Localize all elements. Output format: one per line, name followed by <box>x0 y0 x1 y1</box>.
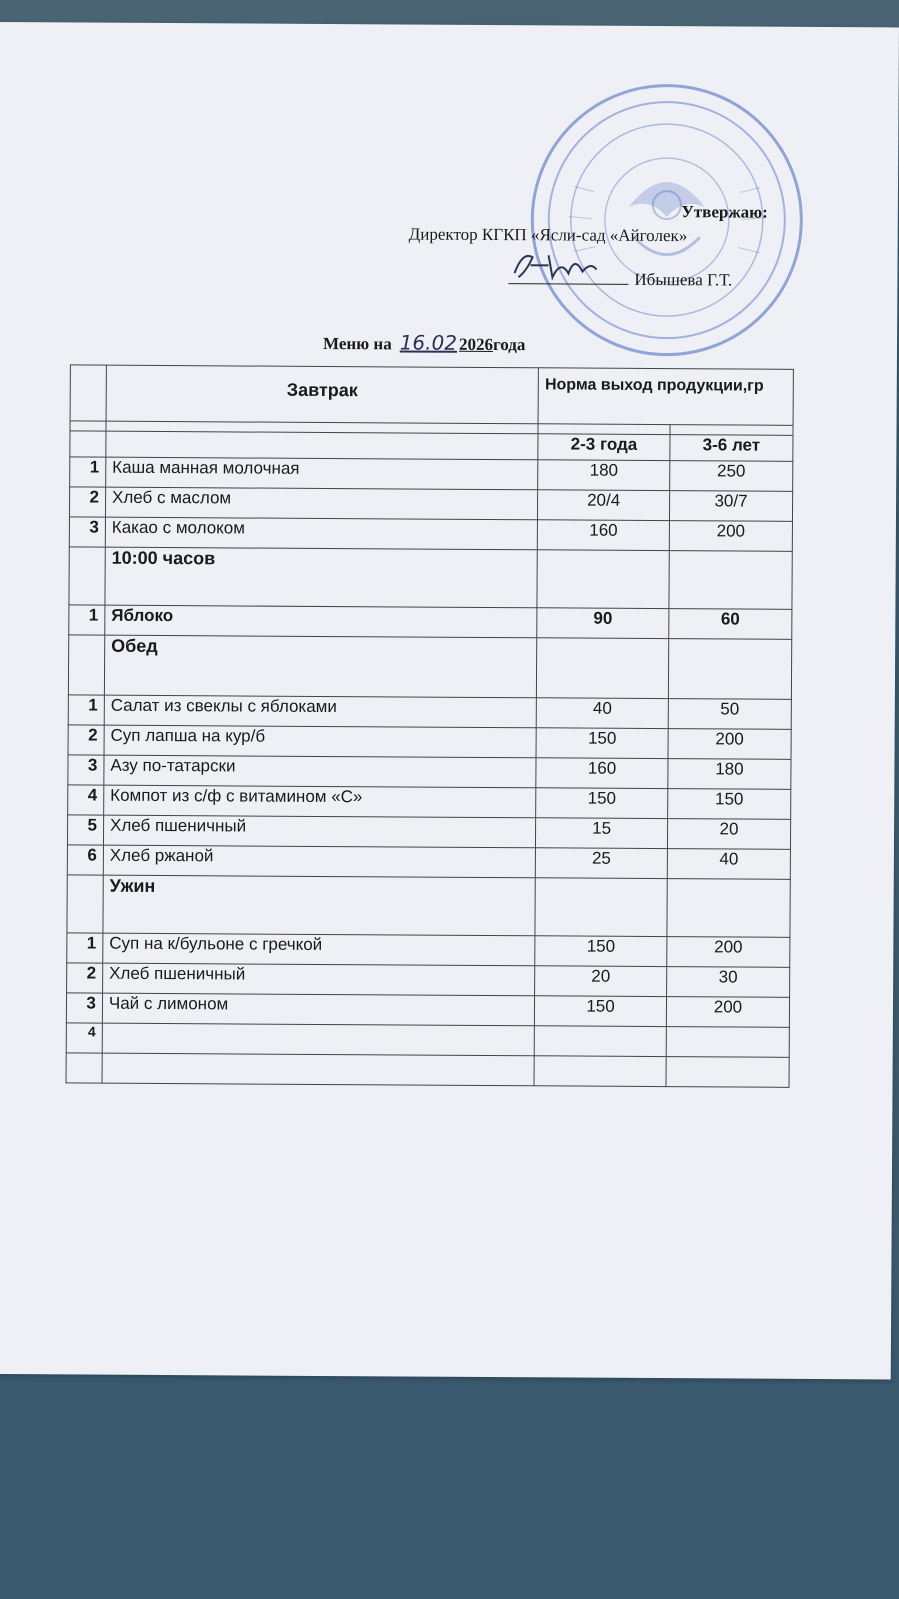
dish-name: Азу по-татарски <box>104 755 536 788</box>
background-surface <box>0 1360 899 1599</box>
table-row <box>70 457 793 491</box>
portion-2-3: 90 <box>537 608 669 639</box>
breakfast-rows <box>69 457 793 551</box>
lunch-section-row <box>68 635 791 699</box>
dinner-title: Ужин <box>103 875 536 936</box>
dish-name: Хлеб с маслом <box>105 487 537 520</box>
age-3-6: 3-6 лет <box>670 435 793 462</box>
portion-3-6: 200 <box>666 997 789 1028</box>
row-number: 6 <box>67 845 103 875</box>
dish-name: Суп лапша на кур/б <box>104 725 536 758</box>
dish-name: Суп на к/бульоне с гречкой <box>103 933 535 966</box>
row-number: 3 <box>68 755 104 785</box>
table-row <box>67 933 790 967</box>
portion-3-6: 60 <box>669 609 792 640</box>
menu-date: 16.02 <box>399 330 458 355</box>
menu-table <box>66 364 794 1087</box>
portion-3-6: 150 <box>668 789 791 820</box>
portion-3-6: 30/7 <box>669 491 792 522</box>
portion-2-3: 160 <box>537 520 669 551</box>
table-row <box>69 605 792 639</box>
dish-name: Хлеб пшеничный <box>102 963 534 996</box>
portion-2-3: 25 <box>535 848 667 879</box>
row-number: 1 <box>67 933 103 963</box>
norm-title: Норма выход продукции,гр <box>538 368 793 426</box>
lunch-title: Обед <box>104 635 537 698</box>
dinner-rows <box>66 933 790 1027</box>
snack-rows <box>69 605 792 639</box>
signature <box>508 267 628 285</box>
dinner-section-row <box>67 875 790 937</box>
table-row <box>68 725 791 759</box>
table-header-row <box>70 365 793 425</box>
dish-name: Хлеб пшеничный <box>103 815 535 848</box>
dish-name: Салат из свеклы с яблоками <box>104 695 536 728</box>
row-number: 2 <box>67 963 103 993</box>
dish-name: Какао с молоком <box>105 517 537 550</box>
row-number: 2 <box>69 487 105 517</box>
menu-year: 2026 <box>458 334 494 355</box>
portion-2-3: 160 <box>536 758 668 789</box>
menu-suffix: года <box>492 335 526 355</box>
portion-2-3: 40 <box>536 698 668 729</box>
director-line: Директор КГКП «Ясли-сад «Айголек» <box>408 224 688 246</box>
portion-3-6: 250 <box>670 461 793 492</box>
extra-row <box>66 1023 789 1057</box>
dish-name: Каша манная молочная <box>106 457 538 490</box>
dish-name: Яблоко <box>105 605 537 638</box>
portion-3-6: 200 <box>667 937 790 968</box>
table-row <box>69 487 792 521</box>
director-name: Ибышева Г.Т. <box>634 269 733 290</box>
portion-2-3: 150 <box>536 788 668 819</box>
lunch-rows <box>67 695 791 879</box>
menu-prefix: Меню на <box>322 333 392 354</box>
portion-2-3: 15 <box>536 818 668 849</box>
row-number: 1 <box>70 457 106 487</box>
portion-3-6: 30 <box>666 967 789 998</box>
dish-name: Компот из с/ф с витамином «С» <box>104 785 536 818</box>
portion-3-6: 40 <box>667 849 790 880</box>
row-number: 4 <box>68 785 104 815</box>
extra-num: 4 <box>66 1023 102 1053</box>
menu-title <box>323 330 526 355</box>
portion-2-3: 20/4 <box>538 490 670 521</box>
row-number: 2 <box>68 725 104 755</box>
portion-2-3: 20 <box>535 966 667 997</box>
dish-name: Хлеб ржаной <box>103 845 535 878</box>
portion-3-6: 50 <box>668 699 791 730</box>
age-2-3: 2-3 года <box>538 434 670 461</box>
row-number: 1 <box>69 605 105 635</box>
table-row <box>68 695 791 729</box>
signature-line <box>508 267 732 290</box>
dish-name: Чай с лимоном <box>102 993 534 1026</box>
portion-3-6: 200 <box>668 729 791 760</box>
portion-2-3: 150 <box>535 936 667 967</box>
portion-3-6: 200 <box>669 521 792 552</box>
table-row <box>67 815 790 849</box>
row-number: 5 <box>67 815 103 845</box>
breakfast-title: Завтрак <box>106 365 539 424</box>
row-number: 1 <box>68 695 104 725</box>
snack-title: 10:00 часов <box>105 547 538 608</box>
row-number: 3 <box>66 993 102 1023</box>
portion-2-3: 150 <box>536 728 668 759</box>
portion-2-3: 150 <box>535 996 667 1027</box>
menu-document <box>0 22 899 1379</box>
table-row <box>68 755 791 789</box>
snack-section-row <box>69 547 792 609</box>
table-row <box>68 785 791 819</box>
empty-row <box>66 1053 789 1087</box>
table-row <box>69 517 792 551</box>
row-number: 3 <box>69 517 105 547</box>
portion-3-6: 20 <box>667 819 790 850</box>
table-row <box>66 993 789 1027</box>
portion-3-6: 180 <box>668 759 791 790</box>
approve-label: Утвержаю: <box>681 202 768 222</box>
table-row <box>67 963 790 997</box>
portion-2-3: 180 <box>538 460 670 491</box>
table-row <box>67 845 790 879</box>
